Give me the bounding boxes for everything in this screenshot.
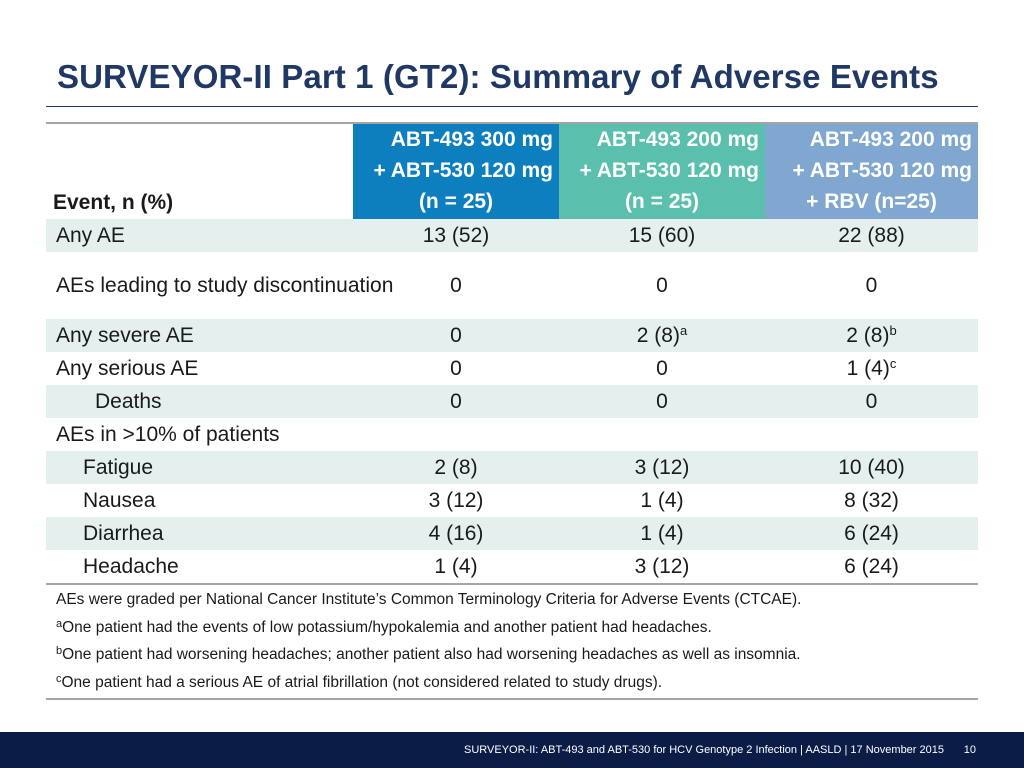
row-label: Deaths [46,385,353,418]
row-label: Any serious AE [56,357,199,380]
cell-value: 0 [865,274,878,297]
row-label: Any AE [46,219,353,252]
footnote-marker: b [889,323,897,338]
cell-value: 4 (16) [353,517,559,550]
row-label: Fatigue [46,451,353,484]
cell-value: 6 (24) [765,517,978,550]
table-row [46,319,978,352]
cell-value: 1 (4) [353,550,559,584]
table-row [46,451,978,484]
arm-header-line: + ABT-530 120 mg [792,159,972,182]
footnote-text: AEs were graded per National Cancer Institute’s Common Terminology Criteria for Adverse Events (CTCAE). [56,591,802,608]
footnote-marker: a [56,617,63,630]
footnotes [46,586,978,700]
cell-value [559,418,765,451]
cell-value: 6 (24) [765,550,978,584]
cell-value: 0 [353,319,559,352]
cell-value: 15 (60) [559,219,765,252]
cell-value [559,319,765,352]
footnote-text: One patient had the events of low potassium/hypokalemia and another patient had headaches. [62,618,712,636]
footnote [46,641,978,669]
cell-value: 0 [450,357,462,380]
cell-value [765,319,978,352]
cell-value [353,418,559,451]
row-label: Headache [46,550,353,584]
arm-header-line: + ABT-530 120 mg [373,159,553,182]
footnote-marker: c [56,672,62,685]
cell-number: 2 (8) [636,324,680,347]
arm-header-line: (n = 25) [624,190,700,213]
cell-value: 1 (4) [559,517,765,550]
event-column-header: Event, n (%) [53,191,174,214]
cell-number: 2 (8) [846,324,890,347]
table-row [46,484,978,517]
footnote [46,669,978,697]
cell-value [765,352,978,385]
footnote [46,614,978,642]
page-number: 10 [963,744,976,756]
footnote-marker: b [56,645,63,657]
footnote-text: One patient had a serious AE of atrial fibrillation (not considered related to study drugs). [61,673,663,691]
cell-value: 0 [765,385,978,418]
arm-header-200mg [559,123,765,219]
footnote-marker: c [889,356,897,371]
adverse-events-table [46,122,978,585]
cell-value: 3 (12) [559,451,765,484]
cell-value: 1 (4) [640,489,684,512]
arm-header-200mg-rbv [765,123,978,219]
cell-value: 10 (40) [765,451,978,484]
table-row [46,252,978,319]
cell-value: 0 [450,274,462,297]
row-label: Diarrhea [46,517,353,550]
cell-value: 8 (32) [844,489,899,512]
row-label: AEs leading to study discontinuation [56,273,394,297]
table-row [46,418,978,451]
cell-value: 22 (88) [765,219,978,252]
arm-header-line: ABT-493 300 mg [390,128,553,151]
slide-title: SURVEYOR-II Part 1 (GT2): Summary of Adverse Events [57,58,939,95]
cell-number: 1 (4) [846,357,890,380]
arm-header-line: (n = 25) [418,190,494,213]
cell-value [765,418,978,451]
arm-header-line: ABT-493 200 mg [596,128,759,151]
table-header-row [46,123,978,219]
title-divider [46,106,978,107]
table-row [46,219,978,252]
footer-text: SURVEYOR-II: ABT-493 and ABT-530 for HCV Genotype 2 Infection | AASLD | 17 November 2015 [464,744,944,756]
cell-value: 3 (12) [559,550,765,584]
cell-value: 0 [656,357,668,380]
row-label: AEs in >10% of patients [56,423,280,446]
table-row [46,385,978,418]
arm-header-300mg [353,123,559,219]
table-row [46,352,978,385]
footnote-text: One patient had worsening headaches; another patient also had worsening headaches as well as insomnia. [62,646,801,663]
arm-header-line: + RBV (n=25) [806,190,937,213]
row-label: Any severe AE [46,319,353,352]
cell-value: 0 [559,385,765,418]
cell-value: 0 [656,274,668,297]
table-row [46,550,978,584]
arm-header-line: + ABT-530 120 mg [579,159,759,182]
footnote [46,586,978,614]
cell-value: 13 (52) [353,219,559,252]
cell-value: 2 (8) [353,451,559,484]
cell-value: 3 (12) [428,489,484,512]
cell-value: 0 [353,385,559,418]
footnote-marker: a [679,323,688,338]
table-row [46,517,978,550]
row-label: Nausea [83,489,156,512]
arm-header-line: ABT-493 200 mg [809,128,972,151]
footer-bar [0,732,1024,768]
